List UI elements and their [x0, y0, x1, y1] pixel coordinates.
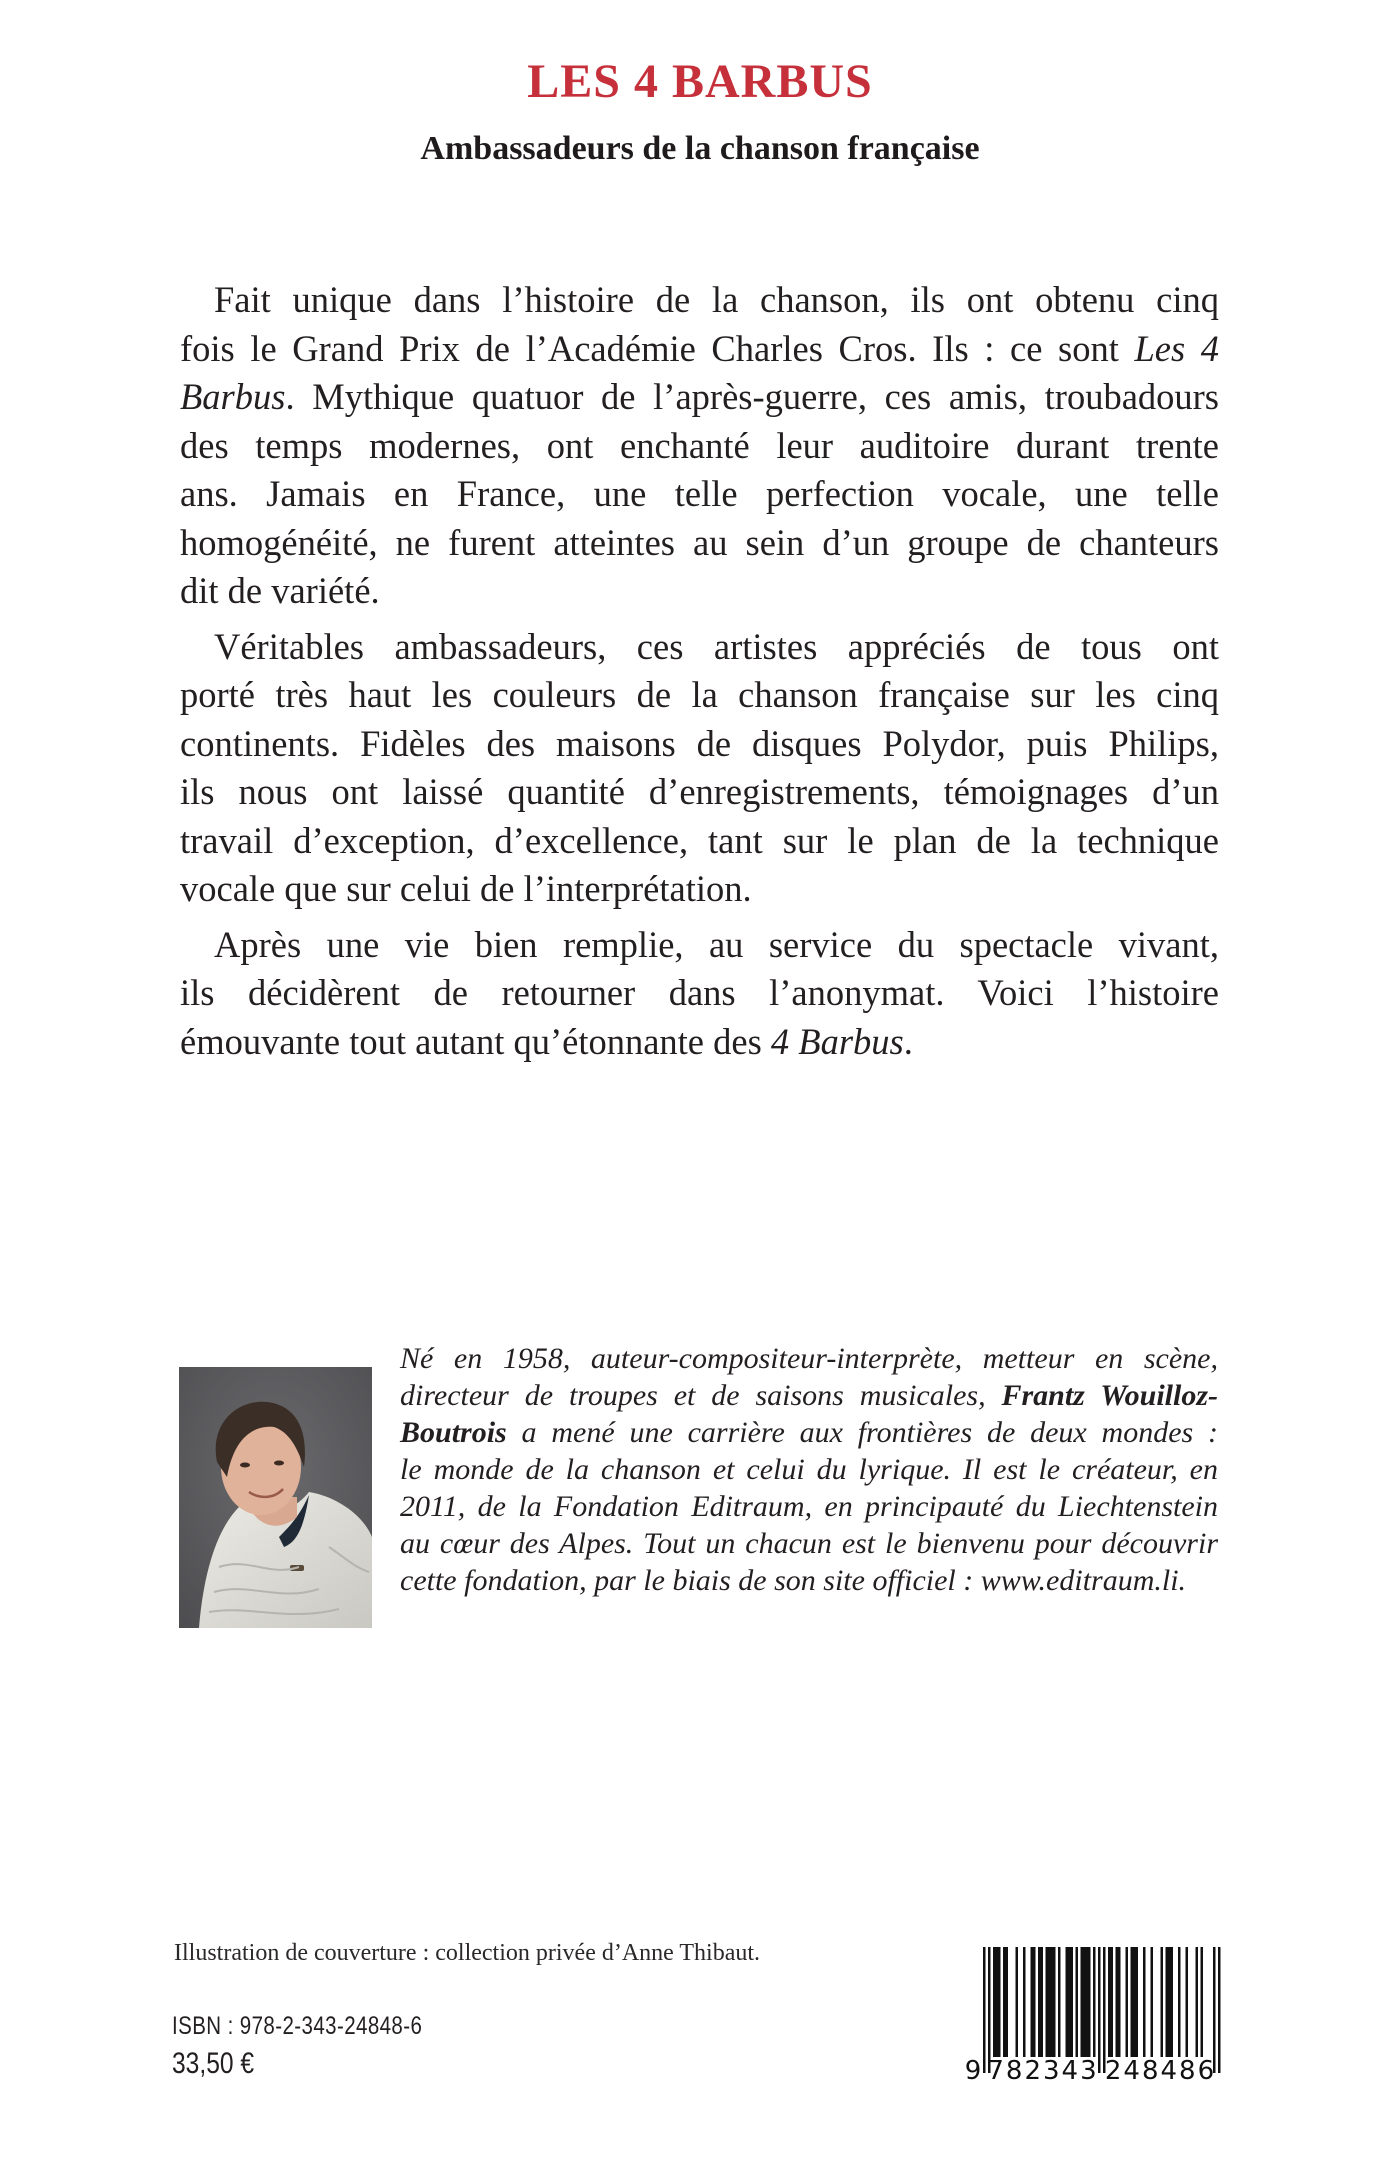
synopsis-paragraph-3 — [180, 921, 1219, 1067]
author-photo — [179, 1367, 372, 1628]
svg-text:248486: 248486 — [1104, 2056, 1217, 2081]
synopsis-paragraph-2 — [180, 623, 1219, 914]
svg-text:782343: 782343 — [987, 2056, 1099, 2081]
author-portrait-icon — [179, 1367, 372, 1628]
synopsis-line: émouvante tout autant qu’étonnante des 4 Barbus. — [180, 1020, 913, 1062]
synopsis-line: travail d’exception, d’excellence, tant sur le plan de la technique — [180, 819, 1219, 861]
bio-line: directeur de troupes et de saisons musicales, Frantz Wouilloz- — [400, 1379, 1219, 1412]
bio-line: cette fondation, par le biais de son site officiel : www.editraum.li. — [400, 1564, 1187, 1597]
bio-line: Boutrois a mené une carrière aux frontières de deux mondes : — [400, 1416, 1218, 1449]
synopsis-line: ils décidèrent de retourner dans l’anonymat. Voici l’histoire — [180, 972, 1219, 1013]
book-subtitle: Ambassadeurs de la chanson française — [420, 130, 980, 167]
bio-line: 2011, de la Fondation Editraum, en principauté du Liechtenstein — [400, 1490, 1218, 1523]
bio-line: Né en 1958, auteur-compositeur-interprète, metteur en scène, — [400, 1342, 1218, 1375]
isbn: ISBN : 978-2-343-24848-6 — [172, 2012, 423, 2040]
synopsis-line: Barbus. Mythique quatuor de l’après-guerre, ces amis, troubadours — [180, 376, 1219, 417]
synopsis — [180, 276, 1219, 1073]
isbn-barcode — [965, 1946, 1225, 2081]
synopsis-line: des temps modernes, ont enchanté leur auditoire durant trente — [180, 424, 1219, 466]
synopsis-line: ils nous ont laissé quantité d’enregistrements, témoignages d’un — [180, 771, 1219, 812]
synopsis-line: ans. Jamais en France, une telle perfection vocale, une telle — [180, 473, 1219, 514]
synopsis-line: Véritables ambassadeurs, ces artistes appréciés de tous ont — [214, 625, 1219, 667]
synopsis-line: homogénéité, ne furent atteintes au sein d’un groupe de chanteurs — [180, 521, 1219, 563]
price: 33,50 € — [172, 2047, 255, 2080]
synopsis-line: continents. Fidèles des maisons de disques Polydor, puis Philips, — [180, 722, 1219, 764]
barcode-icon — [965, 1946, 1225, 2081]
bio-line: au cœur des Alpes. Tout un chacun est le bienvenu pour découvrir — [400, 1527, 1218, 1560]
synopsis-line: Après une vie bien remplie, au service du spectacle vivant, — [214, 923, 1219, 965]
synopsis-line: vocale que sur celui de l’interprétation. — [180, 868, 752, 909]
bio-line: le monde de la chanson et celui du lyrique. Il est le créateur, en — [400, 1453, 1218, 1486]
svg-text:9: 9 — [965, 2056, 984, 2081]
synopsis-line: Fait unique dans l’histoire de la chanson, ils ont obtenu cinq — [214, 279, 1219, 320]
synopsis-paragraph-1 — [180, 276, 1219, 616]
author-bio — [400, 1340, 1218, 1599]
book-title: LES 4 BARBUS — [527, 55, 873, 108]
cover-credit: Illustration de couverture : collection privée d’Anne Thibaut. — [174, 1940, 761, 1966]
synopsis-line: porté très haut les couleurs de la chanson française sur les cinq — [180, 674, 1219, 715]
synopsis-line: fois le Grand Prix de l’Académie Charles Cros. Ils : ce sont Les 4 — [180, 327, 1219, 369]
synopsis-line: dit de variété. — [180, 570, 380, 611]
